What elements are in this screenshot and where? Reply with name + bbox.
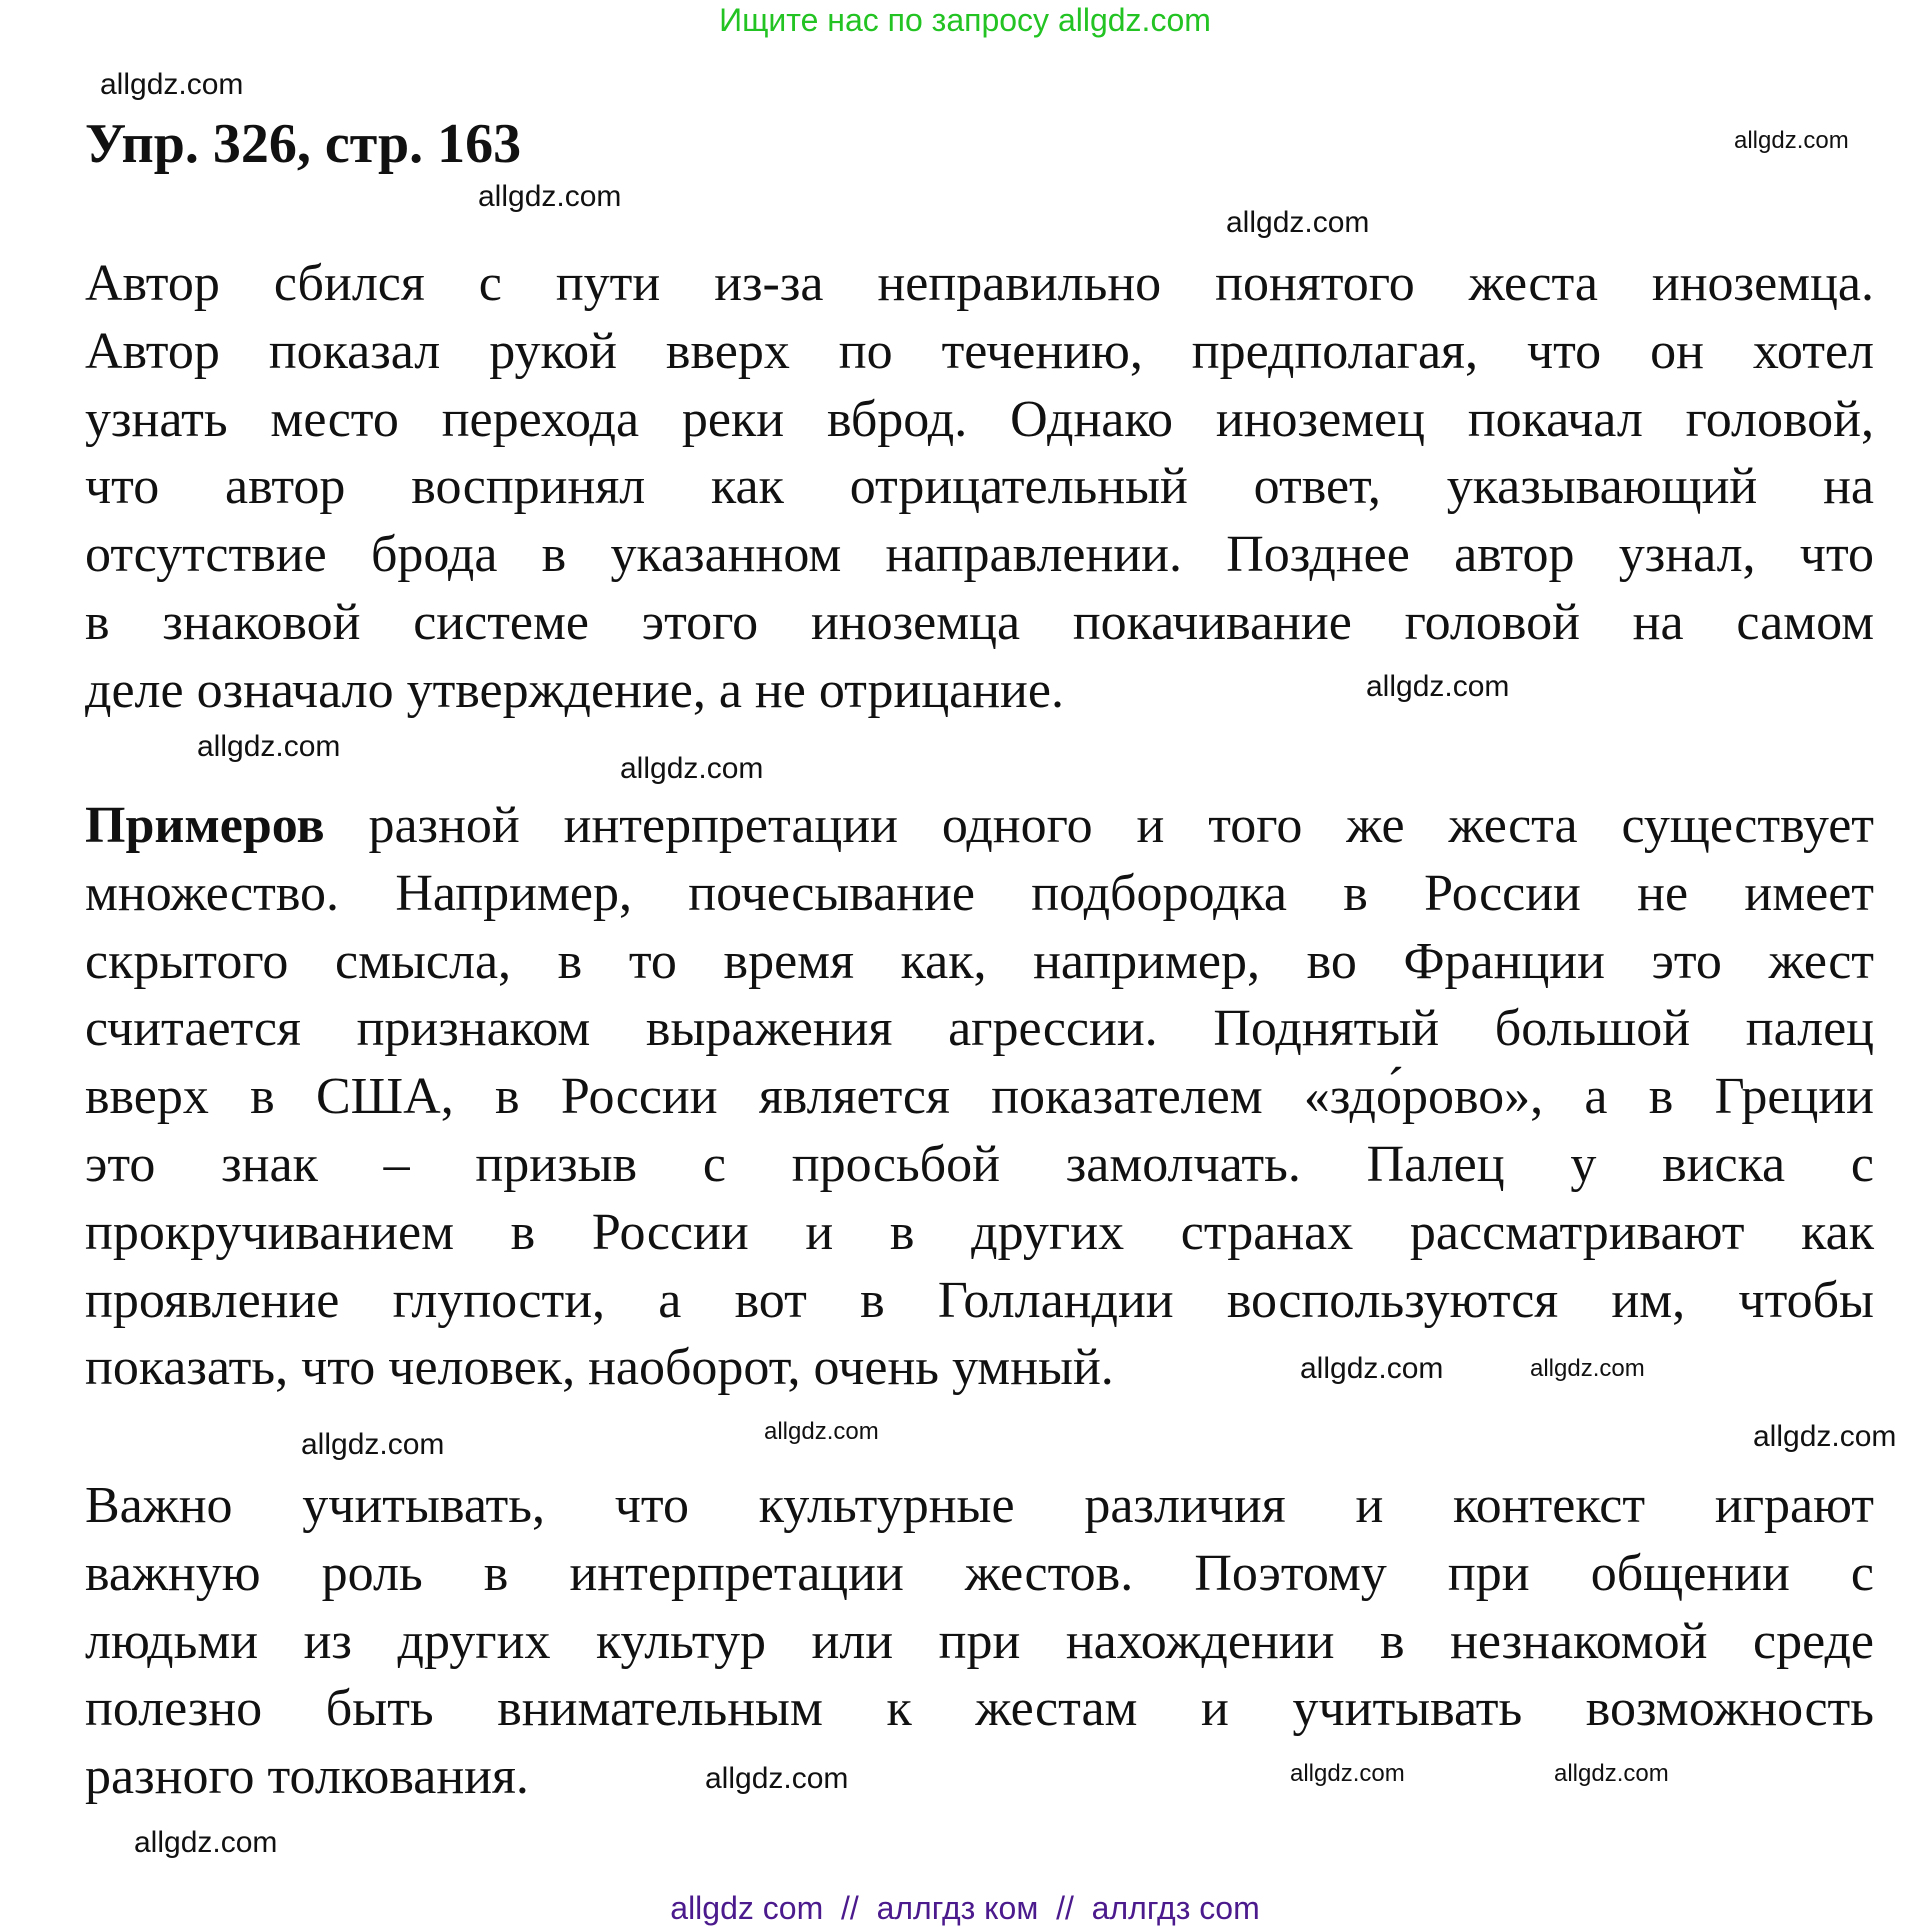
watermark: allgdz.com bbox=[1226, 206, 1370, 239]
watermark: allgdz.com bbox=[1290, 1760, 1405, 1787]
text-line: важную роль в интерпретации жестов. Поэтому при общении с bbox=[85, 1544, 1874, 1602]
paragraph-1 bbox=[85, 250, 1874, 725]
text-line: Важно учитывать, что культурные различия и контекст играют bbox=[85, 1477, 1874, 1534]
text-line: в знаковой системе этого иноземца покачивание головой на самом bbox=[85, 593, 1874, 651]
watermark: allgdz.com bbox=[705, 1762, 849, 1795]
watermark: allgdz.com bbox=[764, 1418, 879, 1445]
page-title: Упр. 326, стр. 163 bbox=[85, 113, 522, 175]
watermark: allgdz.com bbox=[1753, 1420, 1897, 1453]
watermark: allgdz.com bbox=[1734, 127, 1849, 154]
watermark: allgdz.com bbox=[620, 752, 764, 785]
bold-lead: Примеров bbox=[85, 797, 325, 854]
text-line: Автор показал рукой вверх по течению, предполагая, что он хотел bbox=[85, 322, 1874, 380]
watermark: allgdz.com bbox=[1530, 1355, 1645, 1382]
search-banner: Ищите нас по запросу allgdz.com bbox=[719, 2, 1211, 38]
text-line: отсутствие брода в указанном направлении. Позднее автор узнал, что bbox=[85, 526, 1874, 584]
watermark: allgdz.com bbox=[301, 1428, 445, 1461]
text-line: скрытого смысла, в то время как, например, во Франции это жест bbox=[85, 932, 1874, 990]
text-line: считается признаком выражения агрессии. Поднятый большой палец bbox=[85, 1000, 1874, 1058]
text-line: прокручиванием в России и в других странах рассматривают как bbox=[85, 1203, 1874, 1261]
text-line: вверх в США, в России является показателем «здо́рово», а в Греции bbox=[85, 1068, 1874, 1126]
text-line: что автор воспринял как отрицательный ответ, указывающий на bbox=[85, 458, 1874, 516]
watermark: allgdz.com bbox=[134, 1826, 278, 1859]
watermark: allgdz.com bbox=[478, 180, 622, 213]
paragraph-2 bbox=[85, 792, 1874, 1402]
footer-links: allgdz com // аллгдз ком // аллгдз com bbox=[670, 1890, 1260, 1926]
watermark: allgdz.com bbox=[100, 68, 244, 101]
watermark: allgdz.com bbox=[1554, 1760, 1669, 1787]
text-line: множество. Например, почесывание подбородка в России не имеет bbox=[85, 864, 1874, 922]
text-line bbox=[85, 792, 1874, 860]
text-line: разного толкования. bbox=[85, 1748, 529, 1806]
text-line: полезно быть внимательным к жестам и учитывать возможность bbox=[85, 1680, 1874, 1738]
text-line: проявление глупости, а вот в Голландии воспользуются им, чтобы bbox=[85, 1271, 1874, 1329]
text-line: деле означало утверждение, а не отрицание. bbox=[85, 661, 1064, 719]
text-line: людьми из других культур или при нахождении в незнакомой среде bbox=[85, 1612, 1874, 1670]
text-span: разной интерпретации одного и того же жеста существует bbox=[324, 797, 1874, 854]
watermark: allgdz.com bbox=[1366, 670, 1510, 703]
text-line: это знак – призыв с просьбой замолчать. Палец у виска с bbox=[85, 1135, 1874, 1193]
text-line: узнать место перехода реки вброд. Однако иноземец покачал головой, bbox=[85, 390, 1874, 448]
text-line: Автор сбился с пути из-за неправильно понятого жеста иноземца. bbox=[85, 255, 1874, 312]
text-line: показать, что человек, наоборот, очень умный. bbox=[85, 1339, 1114, 1397]
watermark: allgdz.com bbox=[197, 730, 341, 763]
watermark: allgdz.com bbox=[1300, 1352, 1444, 1385]
